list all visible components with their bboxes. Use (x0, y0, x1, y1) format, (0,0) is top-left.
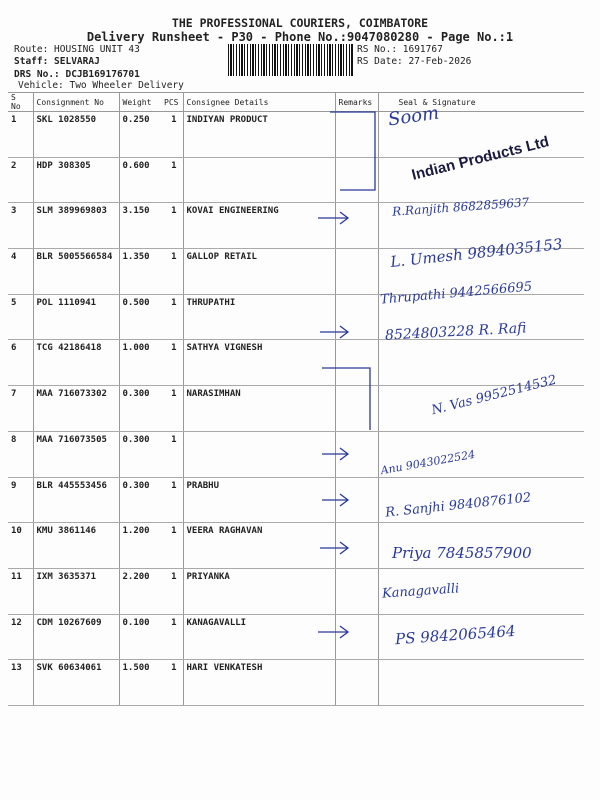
col-pcs: PCS (161, 93, 183, 112)
serial-number: 3 (8, 203, 33, 249)
consignment-number: SKL 1028550 (33, 112, 119, 158)
signature-6: 8524803228 R. Rafi (384, 320, 527, 344)
weight: 0.600 (119, 157, 161, 203)
consignment-number: MAA 716073302 (33, 386, 119, 432)
serial-number: 2 (8, 157, 33, 203)
consignee-name: HARI VENKATESH (183, 660, 335, 706)
col-seal-signature: Seal & Signature (378, 93, 584, 112)
serial-number: 8 (8, 431, 33, 477)
consignee-name: INDIYAN PRODUCT (183, 112, 335, 158)
serial-number: 9 (8, 477, 33, 523)
weight: 2.200 (119, 568, 161, 614)
consignment-number: BLR 5005566584 (33, 249, 119, 295)
signature-13: PS 9842065464 (394, 621, 517, 649)
consignment-number: TCG 42186418 (33, 340, 119, 386)
table-row (8, 431, 584, 477)
consignment-number: KMU 3861146 (33, 523, 119, 569)
pieces: 1 (161, 523, 183, 569)
table-row (8, 340, 584, 386)
remarks-pen-marks (300, 100, 390, 660)
signature-1: Soom (386, 102, 441, 131)
seal-signature-cell (378, 660, 584, 706)
serial-number: 5 (8, 294, 33, 340)
weight: 1.500 (119, 660, 161, 706)
serial-number: 13 (8, 660, 33, 706)
signature-3: R.Ranjith 8682859637 (391, 195, 530, 219)
weight: 1.000 (119, 340, 161, 386)
weight: 3.150 (119, 203, 161, 249)
signature-5: Thrupathi 9442566695 (379, 279, 533, 308)
consignment-number: HDP 308305 (33, 157, 119, 203)
col-consignee: Consignee Details (183, 93, 335, 112)
pieces: 1 (161, 157, 183, 203)
table-row (8, 157, 584, 203)
signature-9: Anu 9043022524 (379, 447, 477, 478)
pieces: 1 (161, 340, 183, 386)
rs-date: RS Date: 27-Feb-2026 (357, 56, 472, 67)
company-stamp: Indian Products Ltd (410, 133, 551, 184)
pieces: 1 (161, 294, 183, 340)
serial-number: 6 (8, 340, 33, 386)
pieces: 1 (161, 568, 183, 614)
pieces: 1 (161, 112, 183, 158)
rs-number: RS No.: 1691767 (357, 44, 443, 55)
consignee-name: KOVAI ENGINEERING (183, 203, 335, 249)
pieces: 1 (161, 203, 183, 249)
weight: 1.350 (119, 249, 161, 295)
pieces: 1 (161, 386, 183, 432)
pieces: 1 (161, 660, 183, 706)
consignee-name: PRIYANKA (183, 568, 335, 614)
signature-7: N. Vas 9952514532 (430, 372, 559, 419)
weight: 0.300 (119, 431, 161, 477)
pieces: 1 (161, 614, 183, 660)
barcode (228, 44, 354, 76)
staff: Staff: SELVARAJ (14, 56, 100, 67)
weight: 0.500 (119, 294, 161, 340)
weight: 0.250 (119, 112, 161, 158)
vehicle: Vehicle: Two Wheeler Delivery (18, 80, 184, 91)
signature-10: R. Sanjhi 9840876102 (384, 490, 532, 521)
consignee-name: VEERA RAGHAVAN (183, 523, 335, 569)
table-row (8, 660, 584, 706)
table-row (8, 568, 584, 614)
signature-12: Kanagavalli (381, 581, 460, 602)
serial-number: 1 (8, 112, 33, 158)
pieces: 1 (161, 249, 183, 295)
consignment-number: SLM 389969803 (33, 203, 119, 249)
serial-number: 11 (8, 568, 33, 614)
company-title: THE PROFESSIONAL COURIERS, COIMBATORE (171, 16, 429, 30)
weight: 0.300 (119, 386, 161, 432)
consignee-name: NARASIMHAN (183, 386, 335, 432)
consignment-number: IXM 3635371 (33, 568, 119, 614)
col-consignment: Consignment No (33, 93, 119, 112)
consignment-number: CDM 10267609 (33, 614, 119, 660)
serial-number: 12 (8, 614, 33, 660)
col-remarks: Remarks (335, 93, 378, 112)
signature-4: L. Umesh 9894035153 (389, 235, 564, 271)
consignee-name: GALLOP RETAIL (183, 249, 335, 295)
consignment-number: POL 1110941 (33, 294, 119, 340)
serial-number: 7 (8, 386, 33, 432)
route: Route: HOUSING UNIT 43 (14, 44, 140, 55)
serial-number: 4 (8, 249, 33, 295)
consignment-number: SVK 60634061 (33, 660, 119, 706)
serial-number: 10 (8, 523, 33, 569)
col-sno: S No (8, 93, 33, 112)
consignment-number: MAA 716073505 (33, 431, 119, 477)
weight: 1.200 (119, 523, 161, 569)
consignee-name: SATHYA VIGNESH (183, 340, 335, 386)
consignee-name: KANAGAVALLI (183, 614, 335, 660)
remarks-cell (335, 660, 378, 706)
pieces: 1 (161, 477, 183, 523)
consignee-name: THRUPATHI (183, 294, 335, 340)
runsheet-subtitle: Delivery Runsheet - P30 - Phone No.:9047080280 - Page No.:1 (86, 30, 514, 44)
consignment-number: BLR 445553456 (33, 477, 119, 523)
signature-11: Priya 7845857900 (392, 544, 532, 562)
drs-number: DRS No.: DCJB169176701 (14, 69, 140, 80)
col-weight: Weight (119, 93, 161, 112)
consignee-name: PRABHU (183, 477, 335, 523)
weight: 0.300 (119, 477, 161, 523)
weight: 0.100 (119, 614, 161, 660)
pieces: 1 (161, 431, 183, 477)
